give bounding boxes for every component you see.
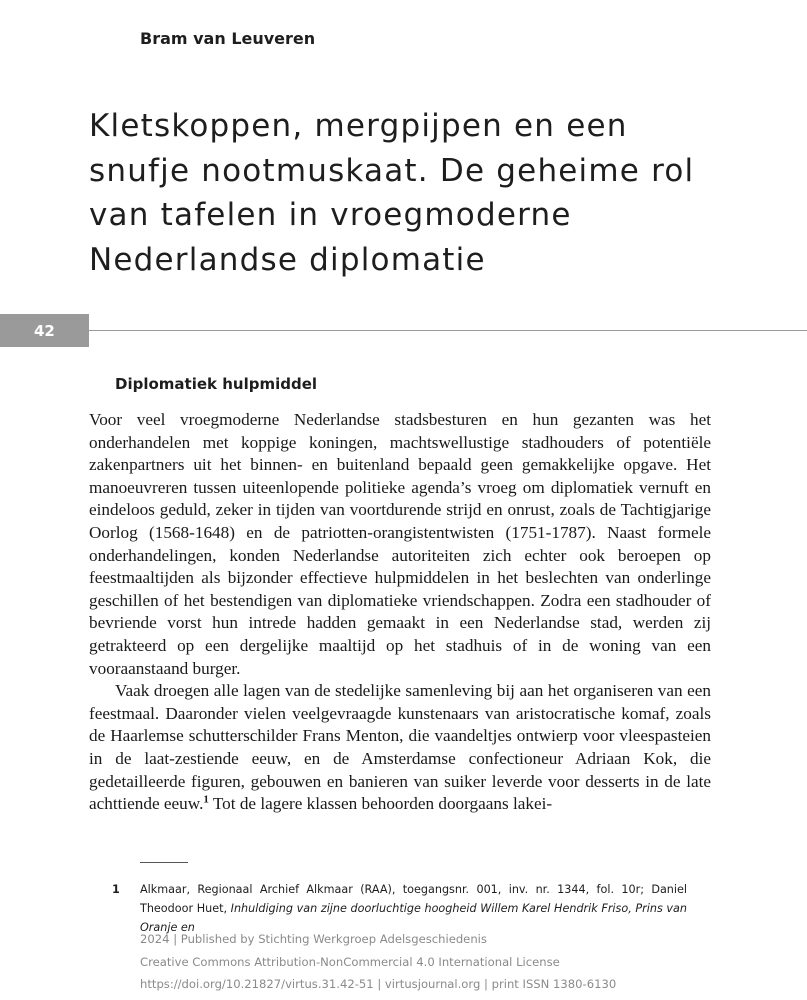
license-publisher: 2024 | Published by Stichting Werkgroep Adelsgeschiedenis [140, 932, 487, 946]
paragraph-1: Voor veel vroegmoderne Nederlandse stadsbesturen en hun gezanten was het onderhandelen met koppige koningen, machtswellustige stadhouders of potentiële zakenpartners uit het binnen- en buitenland bepaald geen gemakkelijke opgave. Het manoeuvreren tussen uiteenlopende politieke agenda’s vroeg om diplomatiek vernuft en eindeloos geduld, zeker in tijden van voortdurende strijd en onrust, zoals de Tachtigjarige Oorlog (1568-1648) en de patriotten-orangistentwisten (1751-1787). Naast formele onderhandelingen, konden Nederlandse autoriteiten zich echter ook beroepen op feestmaaltijden als bijzonder effectieve hulpmiddelen in het beslechten van onderlinge geschillen of het bestendigen van diplomatieke vriendschappen. Zodra een stadhouder of bevriende vorst hun intrede hadden gemaakt in een Nederlandse stad, werden zij getrakteerd op een dergelijke maaltijd op het stadhuis of in de woning van een vooraanstaand burger. [89, 410, 711, 678]
header-rule [89, 330, 807, 331]
page-number-tab [0, 314, 89, 347]
article-title: Kletskoppen, mergpijpen en een snufje nootmuskaat. De geheime rol van tafelen in vroegmoderne Nederlandse diplomatie [89, 108, 695, 278]
footnote-citation: Alkmaar, Regionaal Archief Alkmaar (RAA), toegangsnr. 001, inv. nr. 1344, fol. 10r; Daniel Theodoor Huet, [140, 883, 687, 915]
paragraph-2 [89, 680, 711, 816]
license-cc[interactable]: Creative Commons Attribution-NonCommercial 4.0 International License [140, 954, 560, 969]
footnote-separator [140, 862, 188, 863]
license-block [140, 928, 700, 996]
license-doi[interactable]: https://doi.org/10.21827/virtus.31.42-51 | virtusjournal.org | print ISSN 1380-6130 [140, 977, 617, 991]
section-heading: Diplomatiek hulpmiddel [115, 375, 318, 393]
footnote-italic-title: Inhuldiging van zijne doorluchtige hoogheid Willem Karel Hendrik Friso, Prins van Oranje en [140, 902, 687, 934]
paragraph-2-text: Vaak droegen alle lagen van de stedelijke samenleving bij aan het organiseren van een feestmaal. Daaronder vielen veelgevraagde kunstenaars van aristocratische komaf, zoals de Haarlemse schutterschilder Frans Menton, die vaandeltjes ontwierp voor vleespasteien in de laat-zestiende eeuw, en de Amsterdamse confectioneur Adriaan Kok, die gedetailleerde figuren, gebouwen en banieren van suiker leverde voor desserts in de late achttiende eeuw. [89, 681, 711, 814]
paragraph-2-continuation: Tot de lagere klassen behoorden doorgaans lakei- [208, 794, 553, 814]
author-name: Bram van Leuveren [140, 29, 316, 48]
footnote-marker: 1 [112, 883, 120, 896]
page-number: 42 [34, 322, 55, 340]
footnote-reference[interactable]: 1 [203, 793, 209, 806]
body-text [89, 409, 711, 816]
